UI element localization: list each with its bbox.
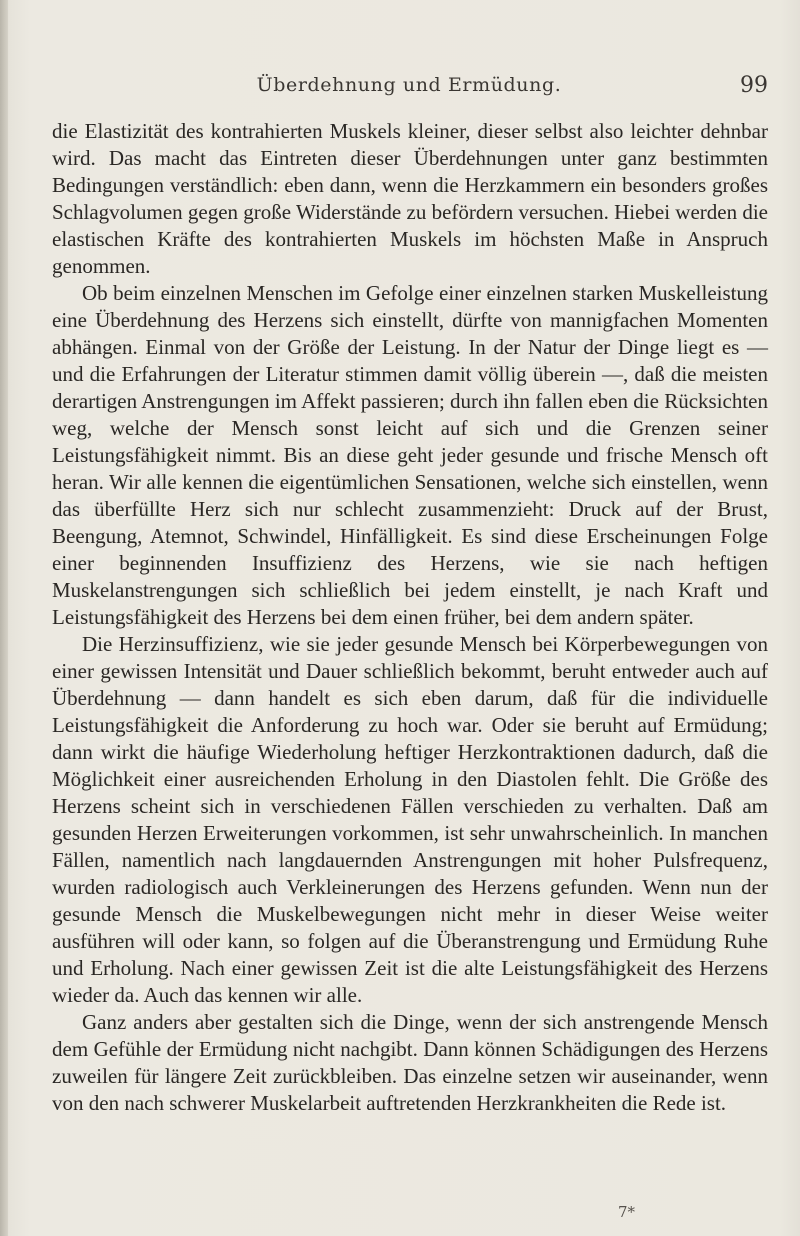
page-spine-shadow <box>0 0 8 1236</box>
page-number: 99 <box>740 73 768 98</box>
paragraph: Ganz anders aber gestalten sich die Dinge, wenn der sich anstrengende Mensch dem Gefühle der Ermüdung nicht nachgibt. Dann können Schädigungen des Herzens zuweilen für längere Zeit zurückbleiben. Das einzelne setzen wir auseinander, wenn von den nach schwerer Muskelarbeit auftretenden Herzkrankheiten die Rede ist. <box>52 1010 768 1115</box>
running-head: Überdehnung und Ermüdung. <box>256 74 562 96</box>
paragraph: Die Herzinsuffizienz, wie sie jeder gesunde Mensch bei Körperbewegungen von einer gewissen Intensität und Dauer schließlich bekommt, beruht entweder auch auf Überdehnung — dann handelt es sich eben darum, daß für die individuelle Leistungsfähigkeit die Anforderung zu hoch war. Oder sie beruht auf Ermüdung; dann wirkt die häufige Wiederholung heftiger Herzkontraktionen dadurch, daß die Möglichkeit einer ausreichenden Erholung in den Diastolen fehlt. Die Größe des Herzens scheint sich in verschiedenen Fällen verschieden zu verhalten. Daß am gesunden Herzen Erweiterungen vorkommen, ist sehr unwahrscheinlich. In manchen Fällen, namentlich nach langdauernden Anstrengungen mit hoher Pulsfrequenz, wurden radiologisch auch Verkleinerungen des Herzens gefunden. Wenn nun der gesunde Mensch die Muskelbewegungen nicht mehr in dieser Weise weiter ausführen will oder kann, so folgen auf die Überanstrengung und Ermüdung Ruhe und Erholung. Nach einer gewissen Zeit ist die alte Leistungsfähigkeit des Herzens wieder da. Auch das kennen wir alle. <box>52 632 768 1007</box>
paragraph-continued: die Elastizität des kontrahierten Muskels kleiner, dieser selbst also leichter dehnbar wird. Das macht das Eintreten dieser Überdehnungen unter ganz bestimmten Bedingungen verständlich: eben dann, wenn die Herzkammern ein besonders großes Schlagvolumen gegen große Widerstände zu befördern versuchen. Hiebei werden die elastischen Kräfte des kontrahierten Muskels im höchsten Maße in Anspruch genommen. <box>52 119 768 278</box>
paragraph: Ob beim einzelnen Menschen im Gefolge einer einzelnen starken Muskelleistung eine Überdehnung des Herzens sich einstellt, dürfte von mannigfachen Momenten abhängen. Einmal von der Größe der Leistung. In der Natur der Dinge liegt es — und die Erfahrungen der Literatur stimmen damit völlig überein —, daß die meisten derartigen Anstrengungen im Affekt passieren; durch ihn fallen eben die Rücksichten weg, welche der Mensch sonst leicht auf sich und die Grenzen seiner Leistungsfähigkeit nimmt. Bis an diese geht jeder gesunde und frische Mensch oft heran. Wir alle kennen die eigentümlichen Sensationen, welche sich einstellen, wenn das überfüllte Herz sich nur schlecht zusammenzieht: Druck auf der Brust, Beengung, Atemnot, Schwindel, Hinfälligkeit. Es sind diese Erscheinungen Folge einer beginnenden Insuffizienz des Herzens, wie sie nach heftigen Muskelanstrengungen sich schließlich bei jedem einstellt, je nach Kraft und Leistungsfähigkeit des Herzens bei dem einen früher, bei dem andern später. <box>52 281 768 629</box>
printer-signature-mark: 7* <box>618 1203 636 1221</box>
page-header <box>48 74 770 104</box>
body-text <box>52 118 768 1117</box>
